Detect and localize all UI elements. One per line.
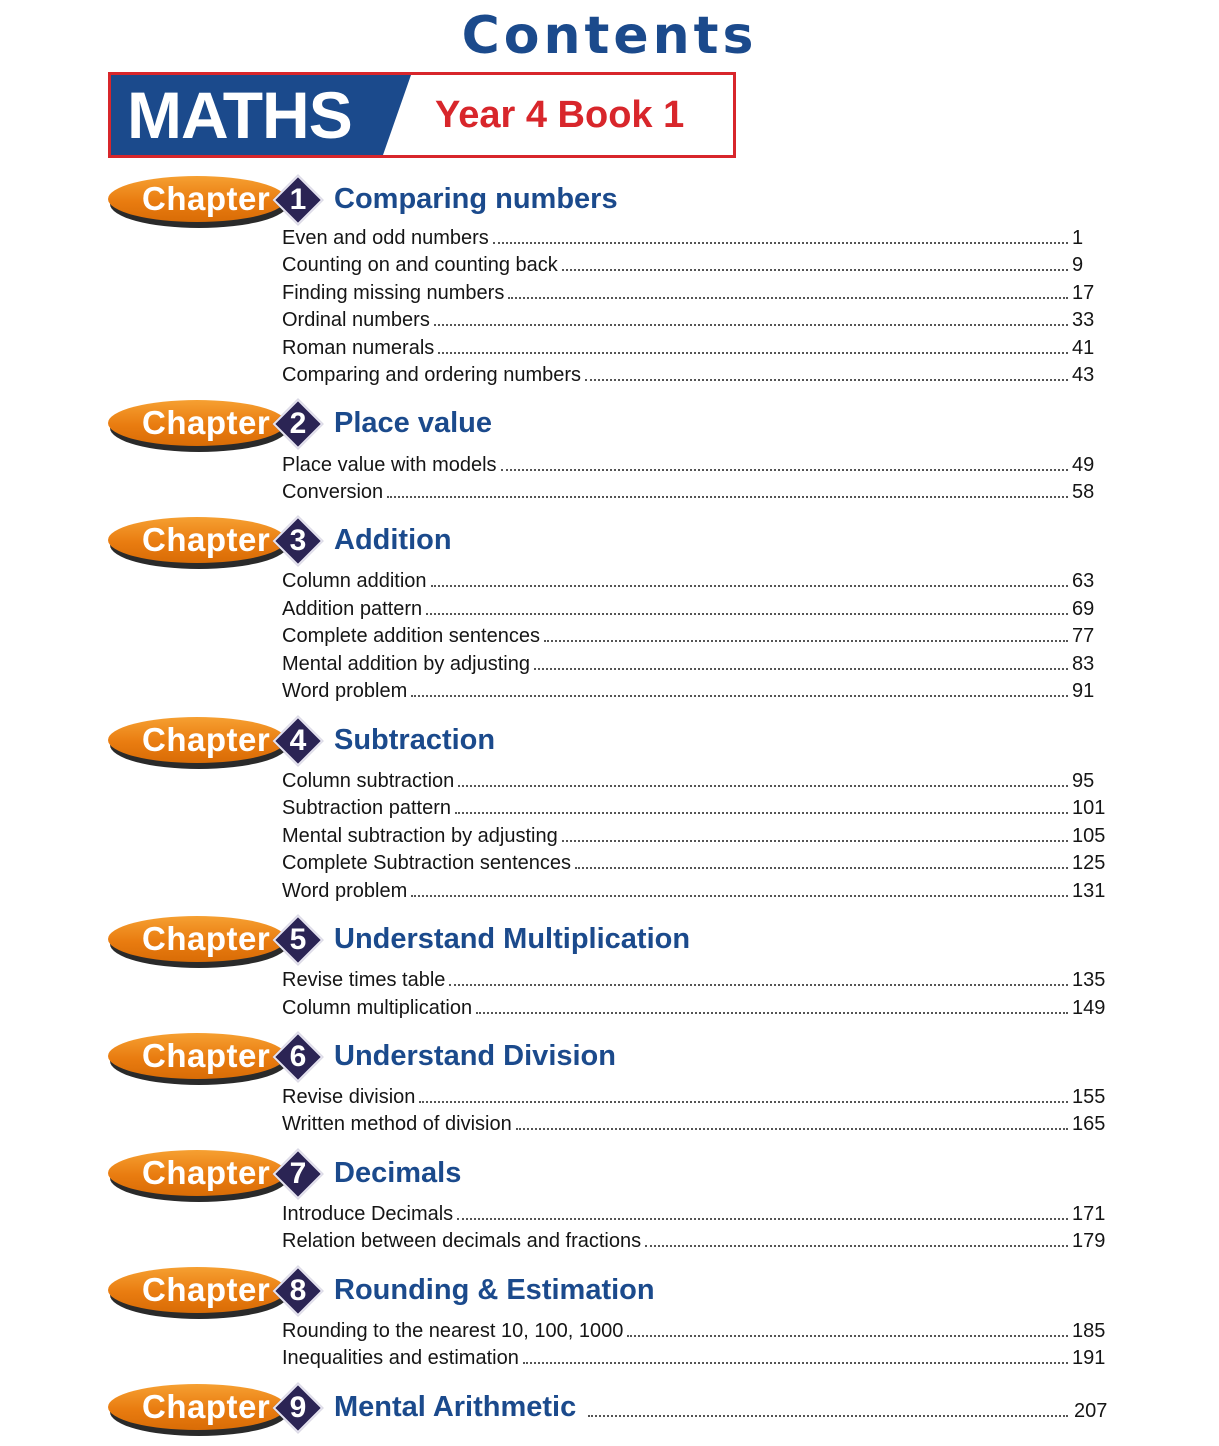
chapter-number: 8 xyxy=(289,1274,307,1307)
toc-entry-page: 9 xyxy=(1072,254,1084,276)
toc-entry-label: Conversion xyxy=(282,481,384,503)
toc-entry-page: 1 xyxy=(1072,227,1084,249)
toc-entry-label: Word problem xyxy=(282,680,408,702)
dot-leader xyxy=(449,984,1068,986)
toc-entry[interactable] xyxy=(282,362,1110,388)
chapter-number-badge xyxy=(276,402,320,446)
chapter-title[interactable]: Place value xyxy=(334,407,492,439)
toc-entry-label: Subtraction pattern xyxy=(282,797,451,819)
dot-leader xyxy=(562,269,1068,271)
toc-entry-page: 49 xyxy=(1072,454,1095,476)
toc-entry-label: Mental addition by adjusting xyxy=(282,653,530,675)
dot-leader xyxy=(411,695,1068,697)
toc-entry-label: Revise division xyxy=(282,1086,416,1108)
chapter-label: Chapter xyxy=(142,721,271,758)
toc-entry-page: 17 xyxy=(1072,282,1095,304)
toc-entry[interactable] xyxy=(282,795,1110,821)
dot-leader xyxy=(419,1101,1068,1103)
chapter-number-badge xyxy=(276,1035,320,1079)
toc-entry[interactable] xyxy=(282,1228,1110,1254)
toc-entry[interactable] xyxy=(282,1201,1110,1227)
dot-leader xyxy=(544,640,1068,642)
toc-entry-page: 41 xyxy=(1072,337,1095,359)
toc-entry-page: 165 xyxy=(1072,1113,1106,1135)
toc-entry-label: Word problem xyxy=(282,880,408,902)
dot-leader xyxy=(493,242,1068,244)
chapter-label: Chapter xyxy=(142,1271,271,1308)
toc-entry-label: Addition pattern xyxy=(282,598,423,620)
toc-entry-page: 131 xyxy=(1072,880,1106,902)
dot-leader xyxy=(457,1218,1068,1220)
chapter-label: Chapter xyxy=(142,1154,271,1191)
dot-leader xyxy=(426,613,1068,615)
toc-entry-page: 77 xyxy=(1072,625,1095,647)
dot-leader xyxy=(434,324,1068,326)
dot-leader xyxy=(476,1012,1068,1014)
dot-leader xyxy=(458,785,1068,787)
toc-entry-label: Written method of division xyxy=(282,1113,512,1135)
toc-entry-label: Introduce Decimals xyxy=(282,1203,454,1225)
toc-entry-page: 125 xyxy=(1072,852,1106,874)
toc-entry[interactable] xyxy=(282,651,1110,677)
toc-entry-page: 83 xyxy=(1072,653,1095,675)
dot-leader xyxy=(585,379,1068,381)
toc-entry[interactable] xyxy=(282,568,1110,594)
toc-entry[interactable] xyxy=(282,452,1110,478)
toc-entry-page: 63 xyxy=(1072,570,1095,592)
toc-entry-label: Column addition xyxy=(282,570,427,592)
toc-entry-label: Comparing and ordering numbers xyxy=(282,364,582,386)
toc-entry[interactable] xyxy=(282,479,1110,505)
banner-subject: MATHS xyxy=(127,78,352,152)
toc-entry-page: 91 xyxy=(1072,680,1095,702)
toc-entry-page: 95 xyxy=(1072,770,1095,792)
toc-entry-page: 149 xyxy=(1072,997,1106,1019)
toc-entry-page: 191 xyxy=(1072,1347,1106,1369)
dot-leader xyxy=(588,1415,1068,1417)
toc-entry[interactable] xyxy=(282,850,1110,876)
toc-entry-label: Finding missing numbers xyxy=(282,282,505,304)
chapter-title[interactable]: Rounding & Estimation xyxy=(334,1274,655,1306)
toc-entry-page: 135 xyxy=(1072,969,1106,991)
banner-year-book: Year 4 Book 1 xyxy=(435,94,685,136)
toc-entry-page: 179 xyxy=(1072,1230,1106,1252)
subject-banner xyxy=(108,72,736,158)
toc-entry-label: Roman numerals xyxy=(282,337,435,359)
dot-leader xyxy=(645,1245,1068,1247)
chapter-number: 2 xyxy=(289,407,307,440)
dot-leader xyxy=(508,297,1068,299)
toc-entry[interactable] xyxy=(282,596,1110,622)
chapter-title[interactable]: Comparing numbers xyxy=(334,183,618,215)
toc-entry[interactable] xyxy=(282,280,1110,306)
chapter-title[interactable]: Decimals xyxy=(334,1157,462,1189)
dot-leader xyxy=(627,1335,1068,1337)
toc-entry[interactable] xyxy=(282,678,1110,704)
toc-entry-label: Mental subtraction by adjusting xyxy=(282,825,558,847)
toc-entry-page: 171 xyxy=(1072,1203,1106,1225)
toc-entry-label: Relation between decimals and fractions xyxy=(282,1230,642,1252)
toc-entry[interactable] xyxy=(282,1318,1110,1344)
chapter-label: Chapter xyxy=(142,180,271,217)
toc-entry[interactable] xyxy=(282,768,1110,794)
toc-entry-label: Column subtraction xyxy=(282,770,455,792)
chapter-number: 6 xyxy=(289,1040,307,1073)
chapter-page: 207 xyxy=(1074,1400,1108,1422)
chapter-title[interactable]: Addition xyxy=(334,524,452,556)
toc-entry-page: 155 xyxy=(1072,1086,1106,1108)
toc-entry-label: Column multiplication xyxy=(282,997,473,1019)
dot-leader xyxy=(516,1128,1068,1130)
chapter-number-badge xyxy=(276,178,320,222)
toc-entry[interactable] xyxy=(282,252,1110,278)
toc-entry[interactable] xyxy=(282,878,1110,904)
chapter-number-badge xyxy=(276,519,320,563)
dot-leader xyxy=(501,469,1068,471)
dot-leader xyxy=(431,585,1068,587)
chapter-number-badge xyxy=(276,918,320,962)
toc-entry[interactable] xyxy=(282,995,1110,1021)
chapter-title[interactable]: Mental Arithmetic xyxy=(334,1391,577,1423)
chapter-label: Chapter xyxy=(142,521,271,558)
chapter-label: Chapter xyxy=(142,404,271,441)
toc-entry-page: 69 xyxy=(1072,598,1095,620)
toc-entry[interactable] xyxy=(282,967,1110,993)
chapter-number: 3 xyxy=(289,524,307,557)
dot-leader xyxy=(534,668,1068,670)
toc-entry-label: Revise times table xyxy=(282,969,446,991)
toc-entry-label: Rounding to the nearest 10, 100, 1000 xyxy=(282,1320,624,1342)
page-title: Contents xyxy=(461,6,758,66)
dot-leader xyxy=(438,352,1068,354)
chapter-number-badge xyxy=(276,1386,320,1430)
toc-entry[interactable] xyxy=(282,225,1110,251)
toc-entry[interactable] xyxy=(282,823,1110,849)
dot-leader xyxy=(575,867,1068,869)
toc-entry-label: Inequalities and estimation xyxy=(282,1347,519,1369)
chapter-number-badge xyxy=(276,1152,320,1196)
toc-entry-label: Ordinal numbers xyxy=(282,309,430,331)
toc-entry[interactable] xyxy=(282,335,1110,361)
chapter-number-badge xyxy=(276,1269,320,1313)
dot-leader xyxy=(455,812,1068,814)
toc-entry-label: Counting on and counting back xyxy=(282,254,558,276)
toc-entry-label: Even and odd numbers xyxy=(282,227,489,249)
toc-entry-page: 58 xyxy=(1072,481,1095,503)
toc-entry-page: 33 xyxy=(1072,309,1095,331)
dot-leader xyxy=(562,840,1068,842)
chapter-number: 1 xyxy=(289,183,307,216)
toc-entry-page: 185 xyxy=(1072,1320,1106,1342)
chapter-number: 9 xyxy=(289,1391,307,1424)
chapter-number: 4 xyxy=(289,724,307,757)
toc-entry[interactable] xyxy=(282,1084,1110,1110)
toc-entry-label: Place value with models xyxy=(282,454,497,476)
toc-entry-page: 105 xyxy=(1072,825,1106,847)
toc-entry-label: Complete Subtraction sentences xyxy=(282,852,572,874)
toc-entry[interactable] xyxy=(282,623,1110,649)
toc-entry-page: 43 xyxy=(1072,364,1095,386)
chapter-title[interactable]: Understand Division xyxy=(334,1040,616,1072)
dot-leader xyxy=(387,496,1068,498)
chapter-title[interactable]: Subtraction xyxy=(334,724,496,756)
dot-leader xyxy=(523,1362,1068,1364)
chapter-number: 5 xyxy=(289,923,307,956)
toc-entry[interactable] xyxy=(282,1111,1110,1137)
chapter-number: 7 xyxy=(289,1157,307,1190)
toc-entry-label: Complete addition sentences xyxy=(282,625,540,647)
toc-entry-page: 101 xyxy=(1072,797,1106,819)
dot-leader xyxy=(411,895,1068,897)
chapter-label: Chapter xyxy=(142,1037,271,1074)
toc-entry[interactable] xyxy=(282,1345,1110,1371)
chapter-title[interactable]: Understand Multiplication xyxy=(334,923,691,955)
chapter-label: Chapter xyxy=(142,920,271,957)
toc-entry[interactable] xyxy=(282,307,1110,333)
chapter-label: Chapter xyxy=(142,1388,271,1425)
chapter-number-badge xyxy=(276,719,320,763)
